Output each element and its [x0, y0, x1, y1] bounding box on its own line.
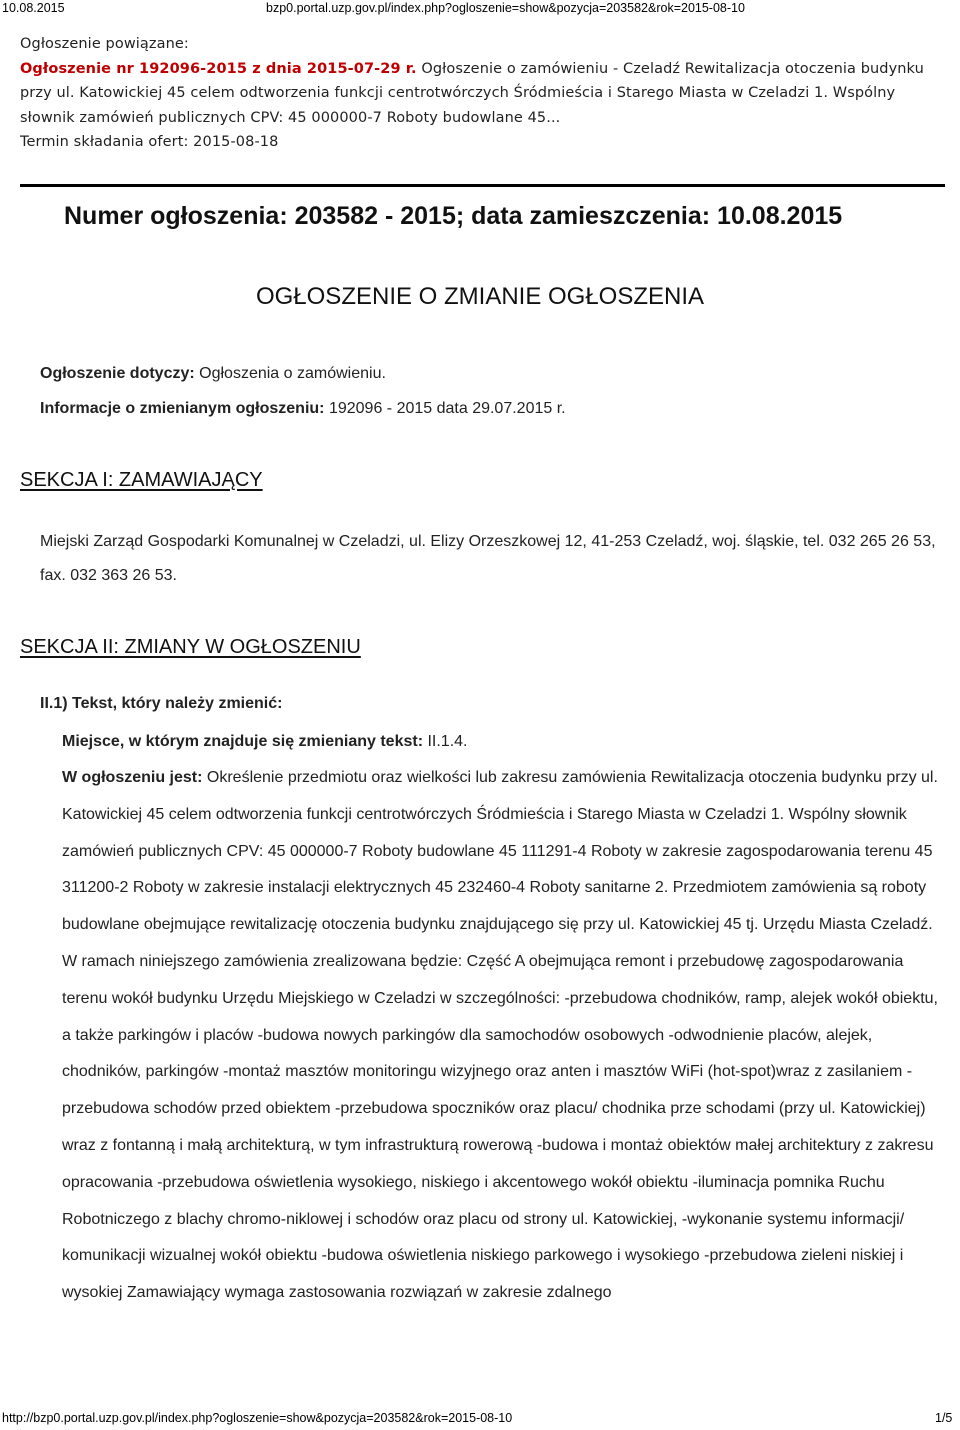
notice-concerns-value: Ogłoszenia o zamówieniu.: [199, 365, 386, 382]
related-deadline: Termin składania ofert: 2015-08-18: [20, 134, 279, 150]
notice-number-title: Numer ogłoszenia: 203582 - 2015; data zamieszczenia: 10.08.2015: [64, 202, 843, 230]
related-body: [20, 57, 945, 131]
section-1-heading: SEKCJA I: ZAMAWIAJĄCY: [20, 469, 263, 491]
change-location-value: II.1.4.: [427, 733, 468, 750]
change-location: [62, 733, 468, 751]
changed-notice-info: [40, 400, 566, 418]
print-header-url: bzp0.portal.uzp.gov.pl/index.php?ogloszenie=show&pozycja=203582&rok=2015-08-10: [266, 1, 745, 15]
notice-concerns-label: Ogłoszenie dotyczy:: [40, 365, 195, 382]
changed-notice-info-value: 192096 - 2015 data 29.07.2015 r.: [328, 400, 566, 417]
section-2-heading: SEKCJA II: ZMIANY W OGŁOSZENIU: [20, 636, 361, 658]
text-to-change-heading: II.1) Tekst, który należy zmienić:: [40, 695, 283, 712]
print-footer-url: http://bzp0.portal.uzp.gov.pl/index.php?ogloszenie=show&pozycja=203582&rok=2015-08-10: [2, 1411, 513, 1425]
current-text-label: W ogłoszeniu jest:: [62, 769, 203, 786]
print-date: 10.08.2015: [2, 1, 65, 15]
notice-concerns: [40, 365, 386, 383]
changed-notice-info-label: Informacje o zmienianym ogłoszeniu:: [40, 400, 325, 417]
current-text-body: Określenie przedmiotu oraz wielkości lub zakresu zamówienia Rewitalizacja otoczenia budynku przy ul. Katowickiej 45 celem odtworzenia funkcji centrotwórczych Śródmieścia i Starego Miasta w Czeladzi 1. Wspólny słownik zamówień publicznych CPV: 45 000000-7 Roboty budowlane 45 111291-4 Roboty w zakresie zagospodarowania terenu 45 311200-2 Roboty w zakresie instalacji elektrycznych 45 232460-4 Roboty sanitarne 2. Przedmiotem zamówienia są roboty budowlane obejmujące rewitalizację otoczenia budynku znajdującego się przy ul. Katowickiej 45 tj. Urzędu Miasta Czeladź. W ramach niniejszego zamówienia zrealizowana będzie: Część A obejmująca remont i przebudowę zagospodarowania terenu wokół budynku Urzędu Miejskiego w Czeladzi w szczególności: -przebudowa chodników, ramp, alejek wokół obiektu, a także parkingów i placów -budowa nowych parkingów dla samochodów osobowych -odwodnienie placów, alejek, chodników, parkingów -montaż masztów monitoringu wizyjnego oraz anten i masztów WiFi (hot-spot)wraz z zasilaniem -przebudowa schodów przed obiektem -przebudowa spoczników oraz placu/ chodnika prze schodami (przy ul. Katowickiej) wraz z fontanną i małą architekturą, w tym infrastrukturą rowerową -budowa i montaż obiektów małej architektury z zakresu opracowania -przebudowa oświetlenia wysokiego, niskiego i akcentowego wokół obiektu -iluminacja pomnika Ruchu Robotniczego z blachy chromo-niklowej i schodów oraz placu od strony ul. Katowickiej, -wykonanie systemu informacji/ komunikacji wizualnej wokół obiektu -budowa oświetlenia niskiego parkowego i wysokiego -przebudowa zieleni niskiej i wysokiej Zamawiający wymaga zastosowania rozwiązań w zakresie zdalnego: [62, 769, 938, 1302]
divider-line: [20, 184, 945, 187]
contracting-authority: Miejski Zarząd Gospodarki Komunalnej w Czeladzi, ul. Elizy Orzeszkowej 12, 41-253 Czeladź, woj. śląskie, tel. 032 265 26 53, fax. 032 363 26 53.: [40, 533, 936, 584]
current-text: [62, 760, 947, 1312]
related-notice: [20, 32, 945, 155]
change-location-label: Miejsce, w którym znajduje się zmieniany tekst:: [62, 733, 424, 750]
related-notice-link[interactable]: Ogłoszenie nr 192096-2015 z dnia 2015-07-29 r.: [20, 60, 417, 77]
page-title: OGŁOSZENIE O ZMIANIE OGŁOSZENIA: [255, 283, 705, 310]
page-number: 1/5: [935, 1411, 953, 1425]
related-label: Ogłoszenie powiązane:: [20, 36, 189, 52]
related-description: Ogłoszenie o zamówieniu - Czeladź Rewitalizacja otoczenia budynku przy ul. Katowickiej 45 celem odtworzenia funkcji centrotwórczych Śródmieścia i Starego Miasta w Czeladzi 1. Wspólny słownik zamówień publicznych CPV: 45 000000-7 Roboty budowlane 45...: [20, 60, 924, 126]
